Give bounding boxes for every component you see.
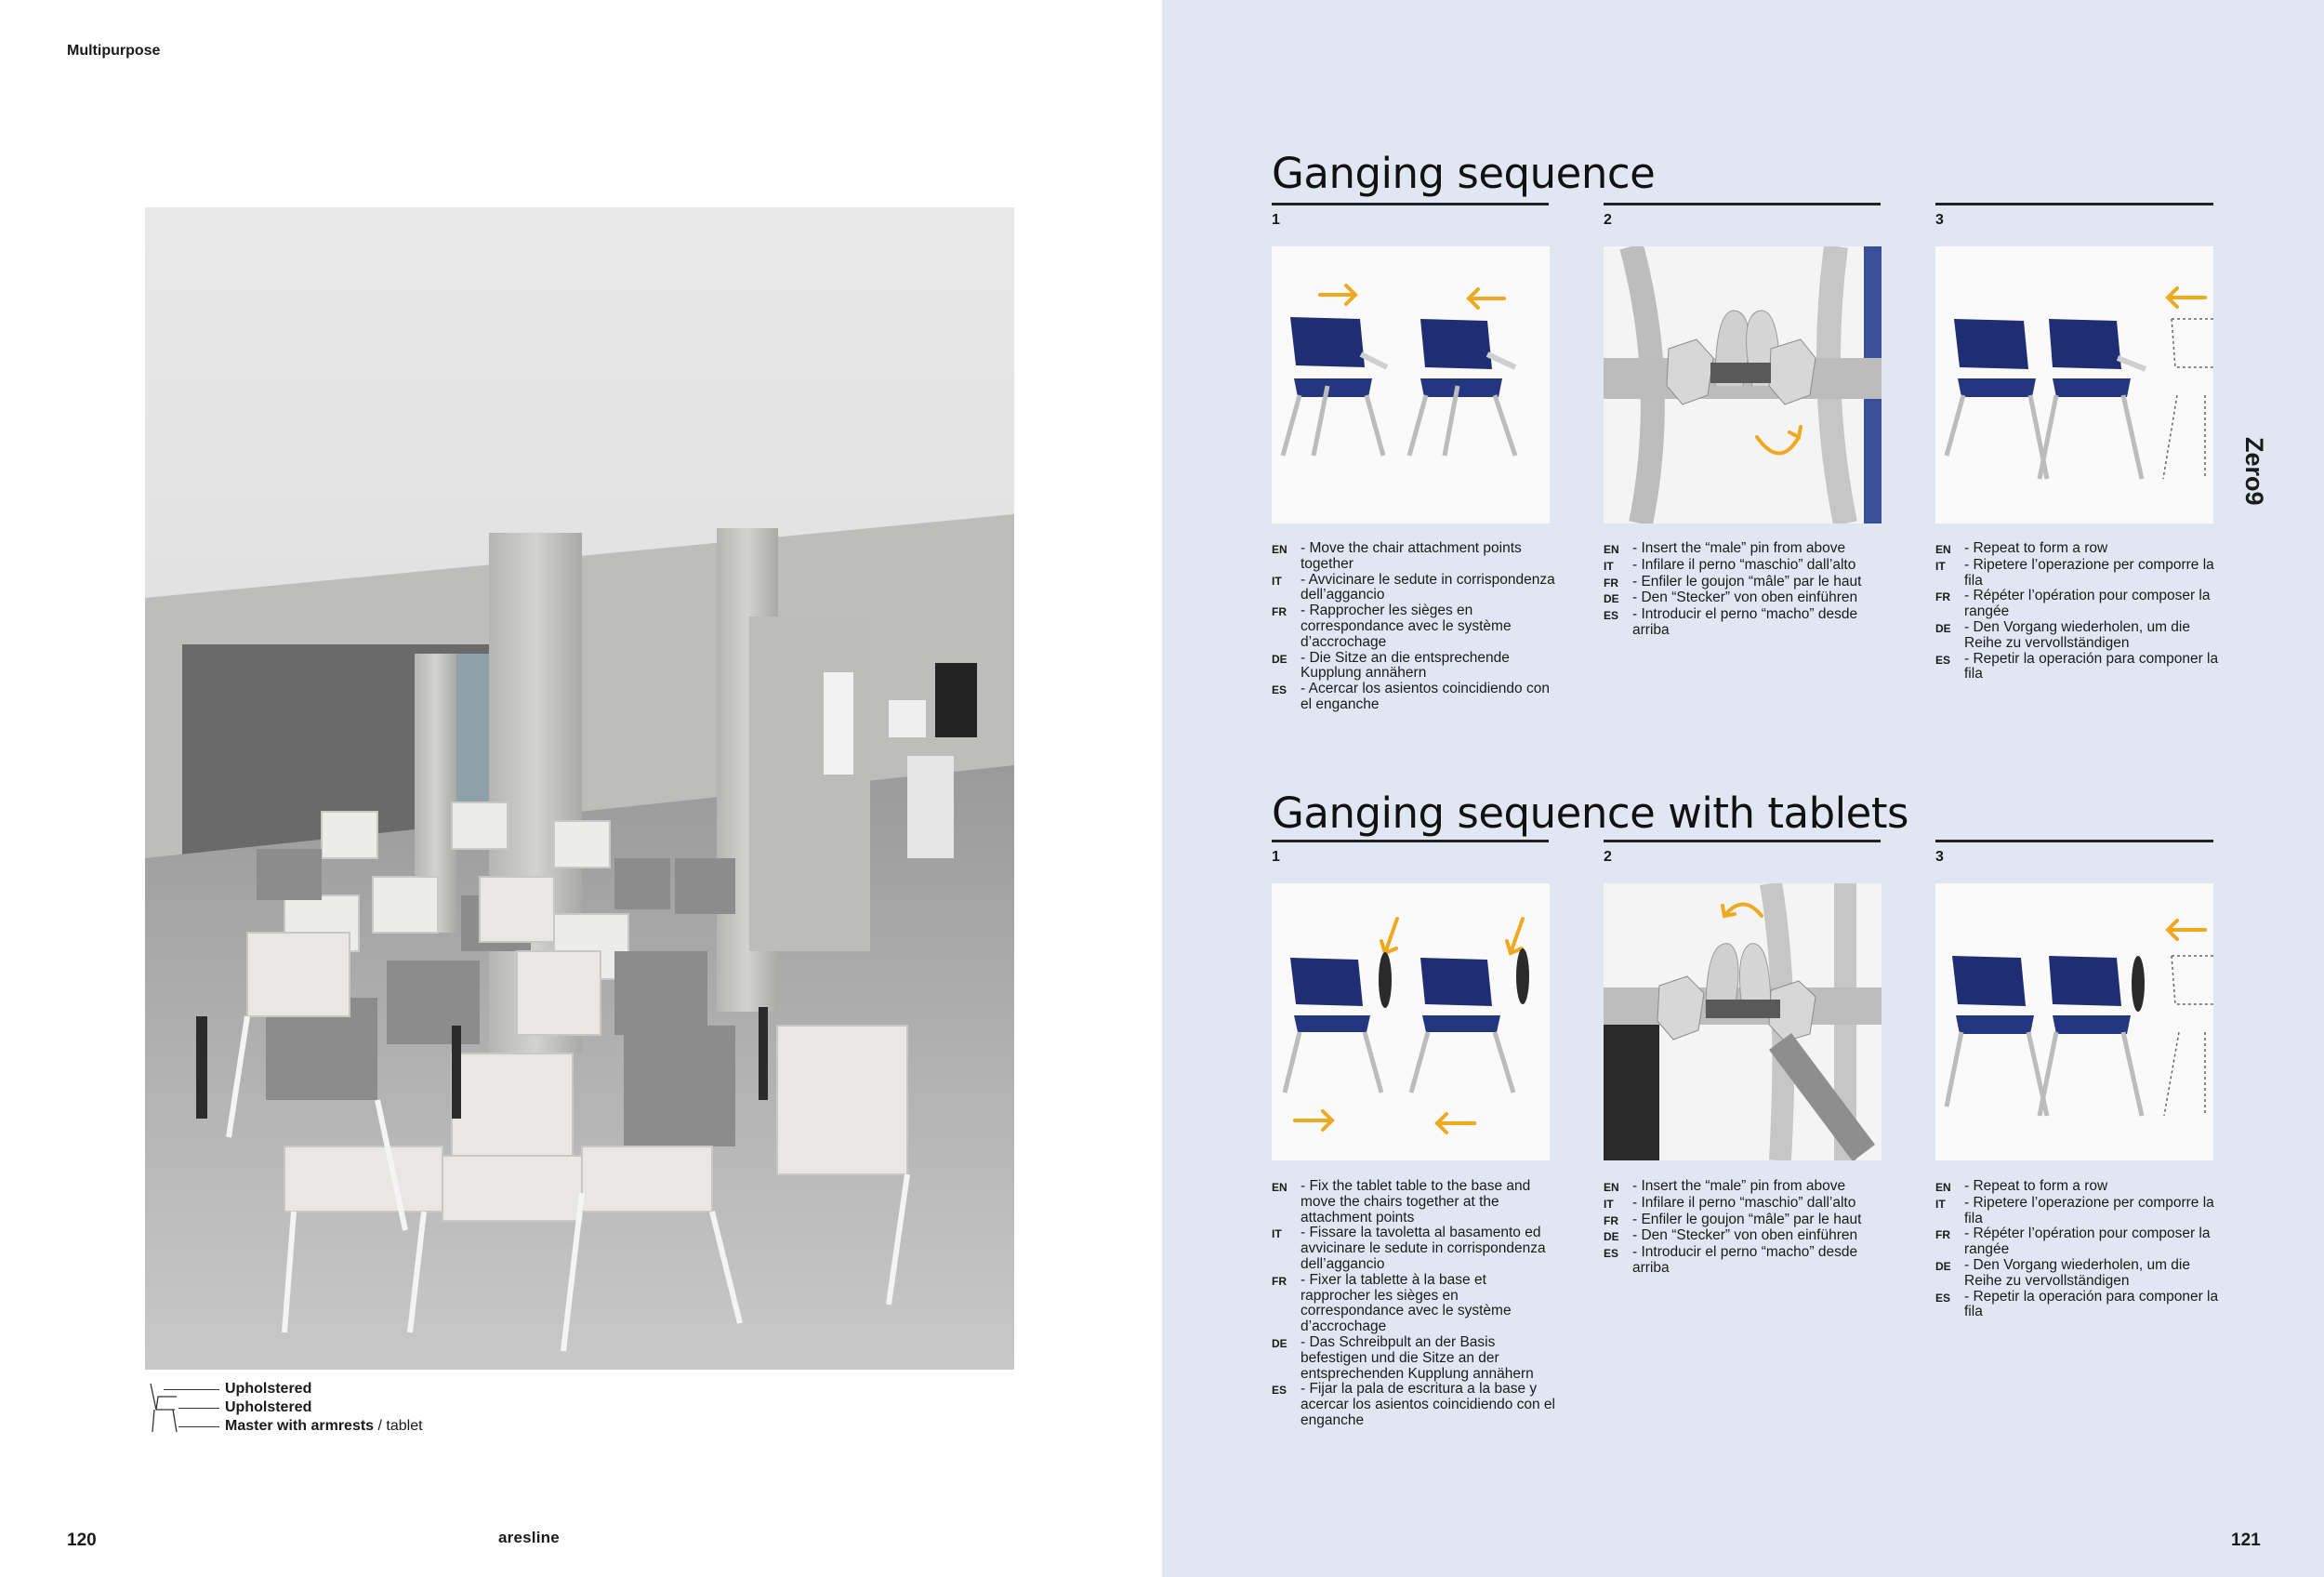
instruction-item: FR - Enfiler le goujon “mâle” par le haut — [1604, 1211, 1862, 1227]
legend-item: Upholstered — [225, 1399, 312, 1415]
step-illustration-tablet-pin-insert — [1604, 883, 1882, 1160]
step-number: 2 — [1604, 849, 1612, 865]
chair-illustration — [1409, 319, 1515, 456]
instruction-item: ES - Introducir el perno “macho” desde arriba — [1604, 1244, 1858, 1276]
instruction-item: DE - Das Schreibpult an der Basis befestigen und die Sitze an der entsprechenden Kupplung annähern — [1272, 1333, 1534, 1382]
heading-rule — [1935, 840, 2213, 842]
classroom-photo — [145, 207, 1014, 1370]
instruction-list — [1935, 1179, 2219, 1320]
instruction-item: DE - Den Vorgang wiederholen, um die Reihe zu vervollständigen — [1935, 1256, 2190, 1289]
step-illustration-pin-insert — [1604, 246, 1882, 523]
instruction-item: IT - Infilare il perno “maschio” dall’alto — [1604, 556, 1856, 573]
instruction-list — [1604, 541, 1887, 639]
instruction-list — [1935, 541, 2219, 682]
arrow-left-icon — [1469, 289, 1504, 308]
section-label: Multipurpose — [67, 43, 161, 59]
instruction-item: DE - Den Vorgang wiederholen, um die Reihe zu vervollständigen — [1935, 618, 2190, 651]
heading-rule — [1604, 840, 1881, 842]
arrow-left-icon — [1437, 1114, 1474, 1133]
section-heading: Ganging sequence — [1272, 149, 1656, 198]
instruction-item: ES - Introducir el perno “macho” desde arriba — [1604, 606, 1858, 638]
instruction-item: ES - Fijar la pala de escritura a la base y acercar los asientos coincidiendo con el enganche — [1272, 1381, 1555, 1428]
instruction-item: EN - Insert the “male” pin from above — [1604, 540, 1846, 556]
instruction-item: IT - Avvicinare le sedute in corrispondenza dell’aggancio — [1272, 571, 1555, 603]
legend-line — [164, 1389, 219, 1390]
legend-line — [178, 1408, 219, 1409]
instruction-item: ES - Repetir la operación para componer la fila — [1935, 650, 2219, 682]
arrow-down-left-icon — [1507, 919, 1523, 953]
heading-rule — [1272, 203, 1549, 205]
instruction-item: EN - Insert the “male” pin from above — [1604, 1178, 1846, 1194]
step-number: 3 — [1935, 212, 1944, 228]
instruction-item: DE - Den “Stecker” von oben einführen — [1604, 1227, 1858, 1244]
legend-item: Upholstered — [225, 1381, 312, 1397]
section-heading: Ganging sequence with tablets — [1272, 788, 1908, 838]
step-number: 3 — [1935, 849, 1944, 865]
arrow-down-left-icon — [1381, 919, 1397, 953]
step-number: 1 — [1272, 212, 1280, 228]
instruction-item: DE - Die Sitze an die entsprechende Kupplung annähern — [1272, 649, 1510, 682]
chair-illustration — [1283, 317, 1387, 456]
instruction-item: FR - Rapprocher les sièges en correspondance avec le système d’accrochage — [1272, 603, 1512, 650]
step-illustration-repeat-row — [1935, 246, 2213, 523]
chair-outline-dashed — [2164, 956, 2213, 1116]
instruction-item: FR - Enfiler le goujon “mâle” par le haut — [1604, 573, 1862, 590]
brand-logo: aresline — [498, 1529, 560, 1546]
instruction-item: ES - Acercar los asientos coincidiendo con el enganche — [1272, 681, 1550, 712]
instruction-item: FR - Répéter l’opération pour composer la rangée — [1935, 1226, 2211, 1258]
step-number: 1 — [1272, 849, 1280, 865]
heading-rule — [1935, 203, 2213, 205]
step-number: 2 — [1604, 212, 1612, 228]
page-number-left: 120 — [67, 1531, 97, 1550]
instruction-item: EN - Move the chair attachment points together — [1272, 540, 1522, 572]
arrow-right-icon — [1320, 285, 1355, 304]
instruction-item: EN - Repeat to form a row — [1935, 540, 2108, 556]
arrow-right-icon — [1295, 1111, 1332, 1130]
product-side-label: Zero9 — [2240, 437, 2268, 506]
page-number-right: 121 — [2231, 1531, 2261, 1550]
instruction-item: IT - Ripetere l’operazione per comporre la fila — [1935, 556, 2214, 589]
instruction-list — [1272, 541, 1555, 713]
instruction-item: FR - Répéter l’opération pour composer la rangée — [1935, 588, 2211, 620]
instruction-list — [1604, 1179, 1887, 1277]
instruction-item: IT - Fissare la tavoletta al basamento ed avvicinare le sedute in corrispondenza dell’aggancio — [1272, 1225, 1546, 1272]
chair-outline-dashed — [2163, 319, 2213, 479]
legend-line — [178, 1426, 219, 1427]
step-illustration-chairs-approach — [1272, 246, 1550, 523]
instruction-item: ES - Repetir la operación para componer la fila — [1935, 1288, 2219, 1320]
step-illustration-tablet-chairs-approach — [1272, 883, 1550, 1160]
step-illustration-tablet-repeat-row — [1935, 883, 2213, 1160]
heading-rule — [1604, 203, 1881, 205]
chair-legend — [147, 1378, 519, 1434]
instruction-item: IT - Infilare il perno “maschio” dall’alto — [1604, 1194, 1856, 1211]
arrow-left-icon — [2168, 288, 2205, 307]
arrow-left-icon — [2168, 921, 2205, 939]
legend-item: Master with armrests / tablet — [225, 1418, 423, 1434]
instruction-item: DE - Den “Stecker” von oben einführen — [1604, 590, 1858, 606]
heading-rule — [1272, 840, 1549, 842]
instruction-list — [1272, 1179, 1555, 1429]
instruction-item: FR - Fixer la tablette à la base et rapprocher les sièges en correspondance avec le système d’accrochage — [1272, 1271, 1512, 1335]
instruction-item: EN - Repeat to form a row — [1935, 1178, 2108, 1194]
instruction-item: IT - Ripetere l’operazione per comporre la fila — [1935, 1194, 2214, 1226]
instruction-item: EN - Fix the tablet table to the base and move the chairs together at the attachment points — [1272, 1178, 1531, 1226]
